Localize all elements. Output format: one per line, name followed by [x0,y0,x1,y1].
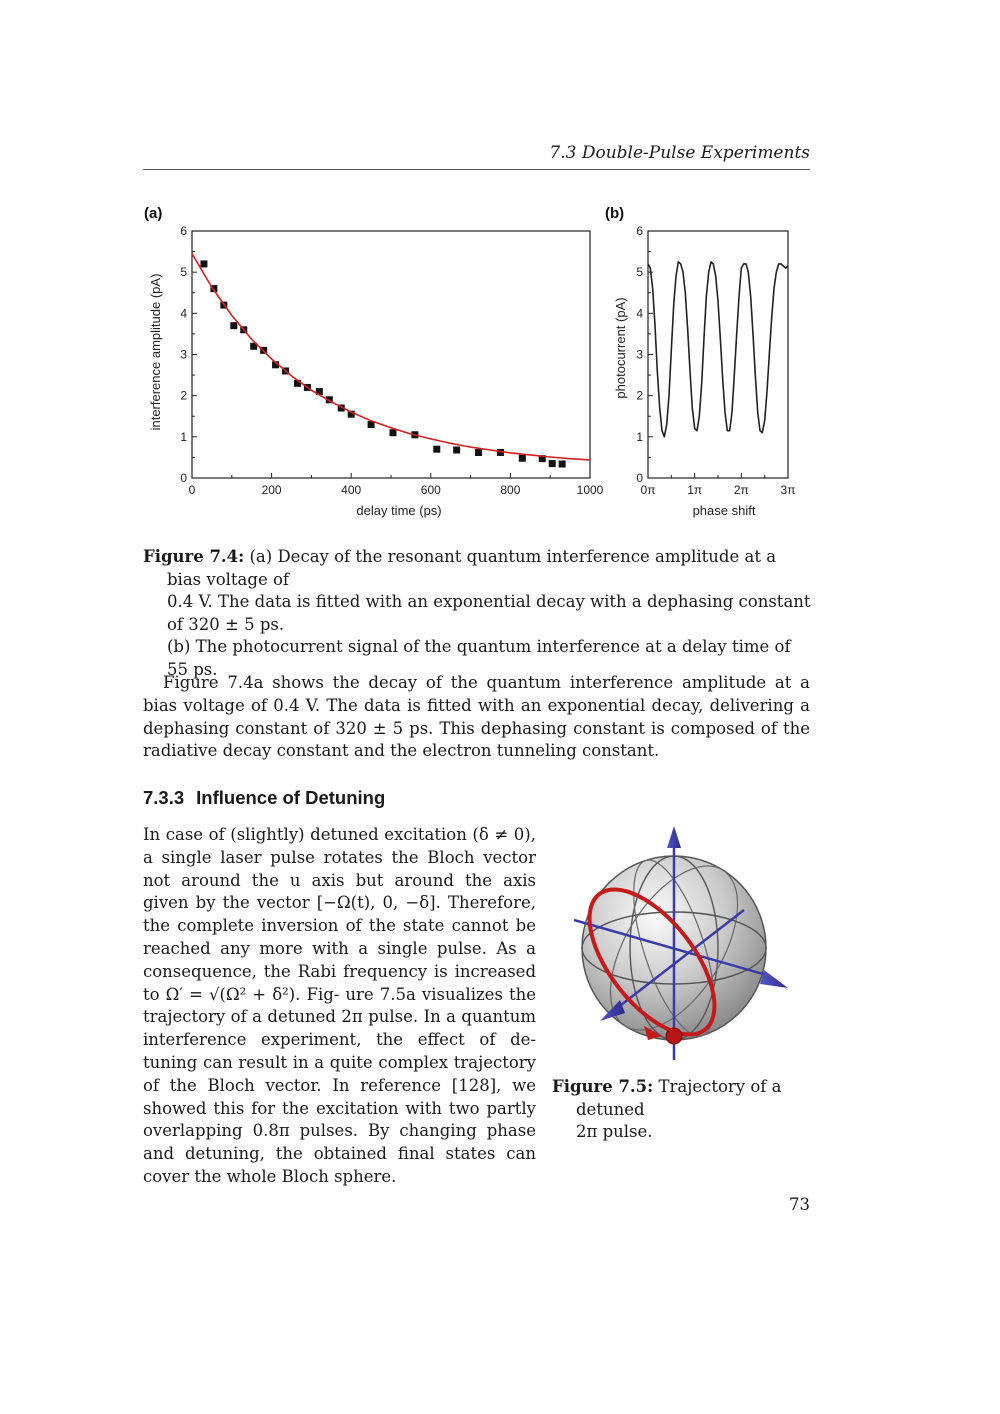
chart-a-xtick-label: 800 [500,483,521,497]
paragraph-detuning [143,824,536,1189]
figure-7-4-charts [143,200,810,530]
chart-a-data-point [230,322,237,329]
chart-b-plot-frame [648,231,788,478]
chart-b-xtick-label: 0π [640,483,656,497]
text-line: changing phase and detuning, the obtained final states [143,1121,536,1164]
chart-a-ytick-label: 2 [180,388,187,403]
text-line: In case of (slightly) detuned excitation (δ ≠ 0), a single [143,825,536,867]
chart-a-data-point [475,449,482,456]
chart-b-xtick-label: 3π [780,483,796,497]
chart-a-ytick-label: 0 [180,471,187,485]
bloch-sphere-figure [562,822,802,1072]
chart-a [180,224,603,497]
chart-a-series-line [192,254,590,460]
text-line: laser pulse rotates the Bloch vector not around the u axis [143,847,536,890]
chart-b-xlabel: phase shift [692,503,756,518]
chart-a-ytick-label: 3 [180,347,187,362]
chart-b-ytick-label: 4 [636,306,643,321]
chart-a-ytick-label: 4 [180,306,187,321]
chart-b-ytick-label: 6 [636,224,643,238]
figure-7-5-label: Figure 7.5: [552,1077,654,1096]
chart-a-xtick-label: 0 [188,483,196,497]
running-head: 7.3 Double-Pulse Experiments [549,143,810,163]
chart-a-ylabel: interference amplitude (pA) [148,273,163,431]
text-line: dephasing constant is composed of the radiative decay constant and the electron tunneling [143,718,810,761]
chart-b-ytick-label: 0 [636,471,643,485]
caption-line: (a) Decay of the resonant quantum interference amplitude at a bias voltage of [167,547,777,589]
text-line: the Rabi frequency is increased to Ω′ = √(Ω² + δ²). Fig- [143,961,537,1004]
caption-line: 0.4 V. The data is fitted with an exponential decay with a dephasing constant of 320 ± 5 ps. [167,592,811,634]
chart-b-xtick-label: 1π [687,483,703,497]
chart-b [636,224,795,497]
figure-7-4-label: Figure 7.4: [143,547,245,566]
chart-a-xtick-label: 1000 [576,483,604,497]
chart-a-data-point [433,446,440,453]
chart-a-data-point [549,460,556,467]
chart-a-ytick-label: 1 [180,429,187,444]
chart-b-ytick-label: 3 [636,347,643,362]
chart-b-series-line [648,262,788,437]
text-line: can cover the whole Bloch sphere. [143,1144,537,1186]
figure-7-4-caption [143,546,813,681]
chart-a-xlabel: delay time (ps) [356,503,442,518]
page-number: 73 [789,1195,810,1214]
chart-b-ytick-label: 2 [636,388,643,403]
section-heading [143,787,385,809]
chart-a-xtick-label: 400 [341,483,362,497]
chart-a-plot-frame [192,231,590,478]
caption-line: (b) The photocurrent signal of the quantum interference at a delay time of 55 ps. [167,637,791,679]
paragraph-decay [143,672,810,763]
panel-b-label: (b) [605,205,625,222]
chart-a-data-point [519,455,526,462]
text-line: constant. [582,741,660,761]
chart-a-data-point [389,429,396,436]
text-line: Figure 7.4a shows the decay of the quantum interference amplitude at a bias voltage of 0.4 V. [143,673,810,715]
chart-a-data-point [559,461,566,468]
chart-a-ytick-label: 5 [180,265,187,280]
header-rule [143,169,810,170]
chart-b-ylabel: photocurrent (pA) [613,297,628,399]
chart-b-ytick-label: 5 [636,265,643,280]
section-title: Influence of Detuning [196,787,386,808]
text-line: Therefore, the complete inversion of the state cannot be [143,893,536,936]
text-line: excitation with two partly overlapping 0.8π pulses. By [143,1098,536,1141]
chart-b-ytick-label: 1 [636,429,643,444]
chart-a-ytick-label: 6 [180,224,187,238]
caption-line: 2π pulse. [576,1122,653,1141]
text-line: ure 7.5a visualizes the trajectory of a detuned 2π pulse. [143,984,536,1027]
figure-7-5-caption [552,1076,814,1144]
text-line: reached any more with a single pulse. As a consequence, [143,938,536,981]
text-line: The data is fitted with an exponential decay, delivering a dephasing constant of 320 ± 5 ps. This [143,695,810,738]
bloch-sphere-svg [562,822,802,1072]
chart-a-data-point [453,447,460,454]
bloch-vector-tip [666,1028,682,1044]
axis-z-arrow-icon [667,826,681,848]
text-line: tuning can result in a quite complex trajectory of the [143,1052,536,1095]
axis-x-arrow-icon [760,970,788,988]
text-line: In a quantum interference experiment, the effect of de- [143,1007,536,1050]
text-line: but around the axis given by the vector [−Ω(t), 0, −δ]. [143,870,536,913]
section-number: 7.3.3 [143,787,185,808]
panel-a-label: (a) [144,205,163,222]
caption-line: Trajectory of a detuned [576,1077,782,1119]
chart-a-data-point [200,260,207,267]
chart-a-xtick-label: 200 [261,483,282,497]
chart-b-xtick-label: 2π [733,483,749,497]
chart-a-xtick-label: 600 [420,483,441,497]
text-line: Bloch vector. In reference [128], we showed this for the [143,1075,537,1118]
figure-7-4 [143,200,810,530]
